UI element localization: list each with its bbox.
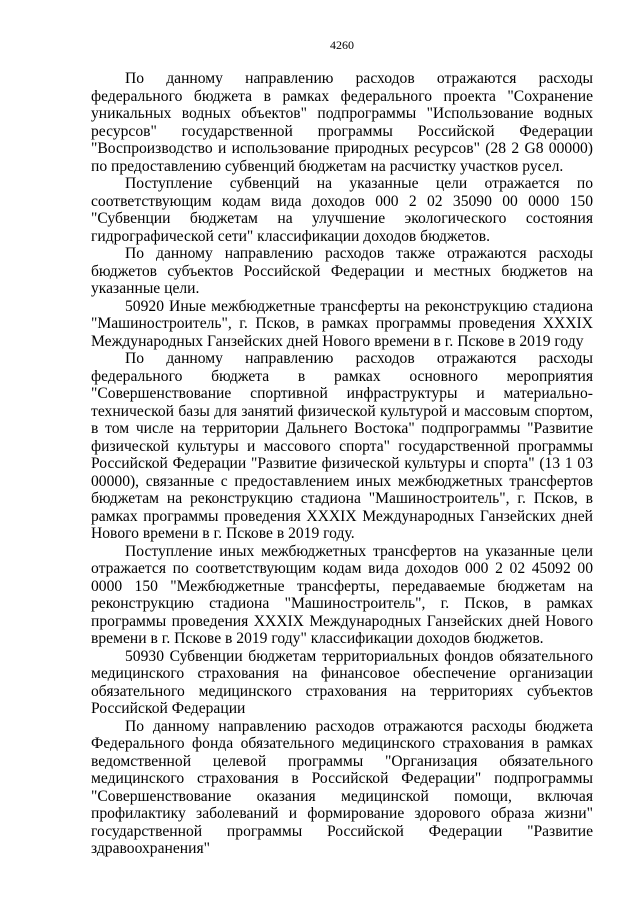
paragraph-6: Поступление иных межбюджетных трансфертов на указанные цели отражается по соответствующим кодам вида доходов 000 2 02 45092 00 0000 150 "Межбюджетные трансферты, передаваемые бюджетам на реконструкцию стадиона "Машиностроитель", г. Псков, в рамках программы проведения XXXIX Международных Ганзейских дней Нового времени в г. Пскове в 2019 году" классификации доходов бюджетов. (91, 542, 593, 647)
section-heading-50930: 50930 Субвенции бюджетам территориальных фондов обязательного медицинского страхования на финансовое обеспечение организации обязательного медицинского страхования на территориях субъектов Российской Федерации (91, 647, 593, 717)
page-number: 4260 (330, 38, 354, 52)
paragraph-5: По данному направлению расходов отражаются расходы федерального бюджета в рамках основного мероприятия "Совершенствование спортивной инфраструктуры и материально-технической базы для занятий физической культурой и массовым спортом, в том числе на территории Дальнего Востока" подпрограммы "Развитие физической культуры и массового спорта" государственной программы Российской Федерации "Развитие физической культуры и спорта" (13 1 03 00000), связанные с предоставлением иных межбюджетных трансфертов бюджетам на реконструкцию стадиона "Машиностроитель", г. Псков, в рамках программы проведения XXXIX Международных Ганзейских дней Нового времени в г. Пскове в 2019 году. (91, 350, 593, 542)
paragraph-1: По данному направлению расходов отражаются расходы федерального бюджета в рамках федерального проекта "Сохранение уникальных водных объектов" подпрограммы "Использование водных ресурсов" государственной программы Российской Федерации "Воспроизводство и использование природных ресурсов" (28 2 G8 00000) по предоставлению субвенций бюджетам на расчистку участков русел. (91, 70, 593, 175)
paragraph-2: Поступление субвенций на указанные цели отражается по соответствующим кодам вида доходов 000 2 02 35090 00 0000 150 "Субвенции бюджетам на улучшение экологического состояния гидрографической сети" классификации доходов бюджетов. (91, 175, 593, 245)
section-heading-50920: 50920 Иные межбюджетные трансферты на реконструкцию стадиона "Машиностроитель", г. Псков, в рамках программы проведения XXXIX Международных Ганзейских дней Нового времени в г. Пскове в 2019 году (91, 297, 593, 350)
paragraph-3: По данному направлению расходов также отражаются расходы бюджетов субъектов Российской Федерации и местных бюджетов на указанные цели. (91, 245, 593, 297)
paragraph-8: По данному направлению расходов отражаются расходы бюджета Федерального фонда обязательного медицинского страхования в рамках ведомственной целевой программы "Организация обязательного медицинского страхования в Российской Федерации" подпрограммы "Совершенствование оказания медицинской помощи, включая профилактику заболеваний и формирование здорового образа жизни" государственной программы Российской Федерации "Развитие здравоохранения" (91, 717, 593, 857)
